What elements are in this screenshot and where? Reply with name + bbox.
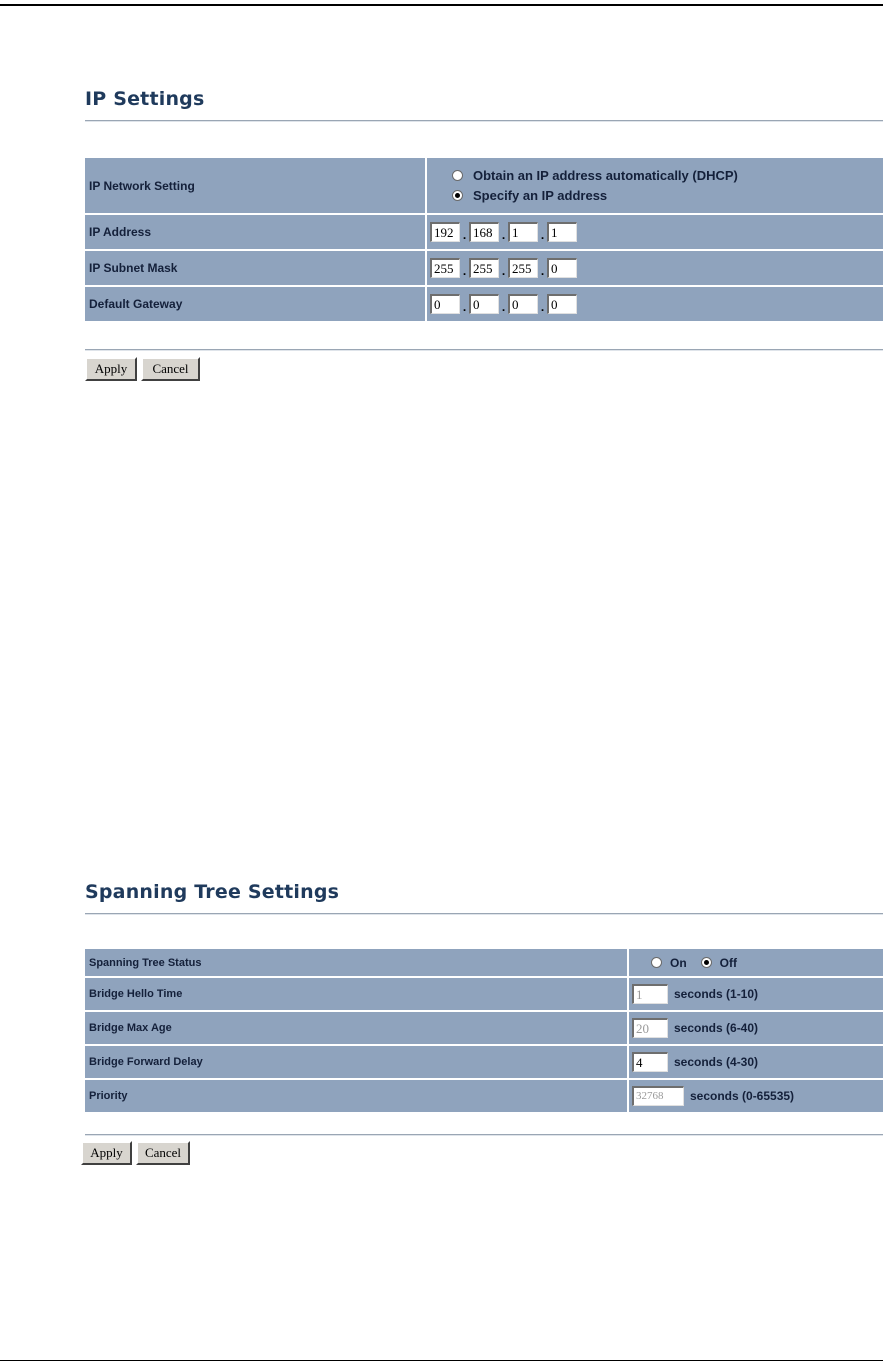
- bridge-max-age-label: Bridge Max Age: [89, 1022, 172, 1034]
- ip-address-octet-2[interactable]: 168: [469, 222, 499, 242]
- spanning-tree-status-label: Spanning Tree Status: [89, 956, 202, 969]
- spanning-tree-on-radio[interactable]: [651, 957, 662, 968]
- bottom-page-rule: [0, 1360, 883, 1361]
- octet-separator: .: [501, 300, 506, 314]
- bridge-hello-time-label: Bridge Hello Time: [89, 988, 183, 1000]
- static-ip-option[interactable]: [452, 186, 607, 206]
- spanning-tree-off-radio[interactable]: [701, 957, 712, 968]
- bridge-forward-delay-field: [627, 1046, 883, 1078]
- bridge-max-age-input[interactable]: 20: [632, 1018, 668, 1038]
- top-page-rule: [0, 4, 883, 6]
- subnet-mask-octet-3[interactable]: 255: [508, 258, 538, 278]
- spanning-tree-cancel-button[interactable]: Cancel: [136, 1141, 190, 1165]
- spanning-tree-table: [85, 949, 883, 1114]
- gateway-octet-2[interactable]: 0: [469, 294, 499, 314]
- subnet-mask-row: [85, 251, 883, 287]
- ip-network-setting-row: [85, 158, 883, 215]
- gateway-octet-4[interactable]: 0: [547, 294, 577, 314]
- bridge-max-age-field: [627, 1012, 883, 1044]
- ip-network-setting-options: [425, 158, 883, 213]
- octet-separator: .: [501, 228, 506, 242]
- subnet-mask-fields: [425, 251, 883, 285]
- octet-separator: .: [462, 264, 467, 278]
- subnet-mask-label: IP Subnet Mask: [89, 261, 178, 275]
- default-gateway-fields: [425, 287, 883, 321]
- ip-address-octet-4[interactable]: 1: [547, 222, 577, 242]
- ip-cancel-button[interactable]: Cancel: [141, 357, 200, 381]
- ip-apply-button[interactable]: Apply: [85, 357, 137, 381]
- octet-separator: .: [540, 228, 545, 242]
- ip-network-setting-label: IP Network Setting: [89, 178, 195, 193]
- bridge-forward-delay-input[interactable]: 4: [632, 1052, 668, 1072]
- ip-settings-table: [85, 158, 883, 323]
- spanning-tree-off-label: Off: [719, 955, 737, 970]
- ip-settings-divider: [85, 120, 883, 122]
- priority-field: [627, 1080, 883, 1112]
- ip-address-octet-3[interactable]: 1: [508, 222, 538, 242]
- gateway-octet-1[interactable]: 0: [430, 294, 460, 314]
- bridge-hello-time-input[interactable]: 1: [632, 984, 668, 1004]
- ip-address-label: IP Address: [89, 225, 152, 239]
- priority-input[interactable]: 32768: [632, 1086, 684, 1106]
- spanning-tree-on-label: On: [670, 955, 687, 970]
- static-ip-option-label: Specify an IP address: [473, 188, 608, 203]
- spanning-tree-status-options: [627, 949, 883, 976]
- dhcp-option-label: Obtain an IP address automatically (DHCP): [473, 168, 738, 183]
- subnet-mask-octet-2[interactable]: 255: [469, 258, 499, 278]
- ip-address-fields: [425, 215, 883, 249]
- static-ip-radio[interactable]: [452, 190, 463, 201]
- octet-separator: .: [462, 228, 467, 242]
- octet-separator: .: [540, 264, 545, 278]
- priority-row: [85, 1080, 883, 1114]
- spanning-tree-status-row: [85, 949, 883, 978]
- ip-settings-bottom-divider: [85, 349, 883, 351]
- bridge-forward-delay-row: [85, 1046, 883, 1080]
- subnet-mask-octet-1[interactable]: 255: [430, 258, 460, 278]
- spanning-tree-divider: [85, 913, 883, 915]
- default-gateway-label: Default Gateway: [89, 297, 183, 311]
- bridge-hello-time-field: [627, 978, 883, 1010]
- priority-unit: seconds (0-65535): [690, 1089, 795, 1103]
- bridge-hello-time-unit: seconds (1-10): [674, 987, 759, 1001]
- octet-separator: .: [462, 300, 467, 314]
- dhcp-option[interactable]: [452, 166, 738, 186]
- spanning-tree-apply-button[interactable]: Apply: [81, 1141, 132, 1165]
- ip-settings-title: IP Settings: [85, 88, 205, 110]
- ip-address-row: [85, 215, 883, 251]
- spanning-tree-bottom-divider: [85, 1134, 883, 1136]
- octet-separator: .: [540, 300, 545, 314]
- default-gateway-row: [85, 287, 883, 323]
- priority-label: Priority: [89, 1090, 128, 1102]
- bridge-max-age-unit: seconds (6-40): [674, 1021, 759, 1035]
- gateway-octet-3[interactable]: 0: [508, 294, 538, 314]
- bridge-forward-delay-label: Bridge Forward Delay: [89, 1056, 203, 1068]
- bridge-hello-time-row: [85, 978, 883, 1012]
- bridge-max-age-row: [85, 1012, 883, 1046]
- octet-separator: .: [501, 264, 506, 278]
- ip-address-octet-1[interactable]: 192: [430, 222, 460, 242]
- dhcp-radio[interactable]: [452, 170, 463, 181]
- subnet-mask-octet-4[interactable]: 0: [547, 258, 577, 278]
- spanning-tree-title: Spanning Tree Settings: [85, 881, 340, 903]
- bridge-forward-delay-unit: seconds (4-30): [674, 1055, 759, 1069]
